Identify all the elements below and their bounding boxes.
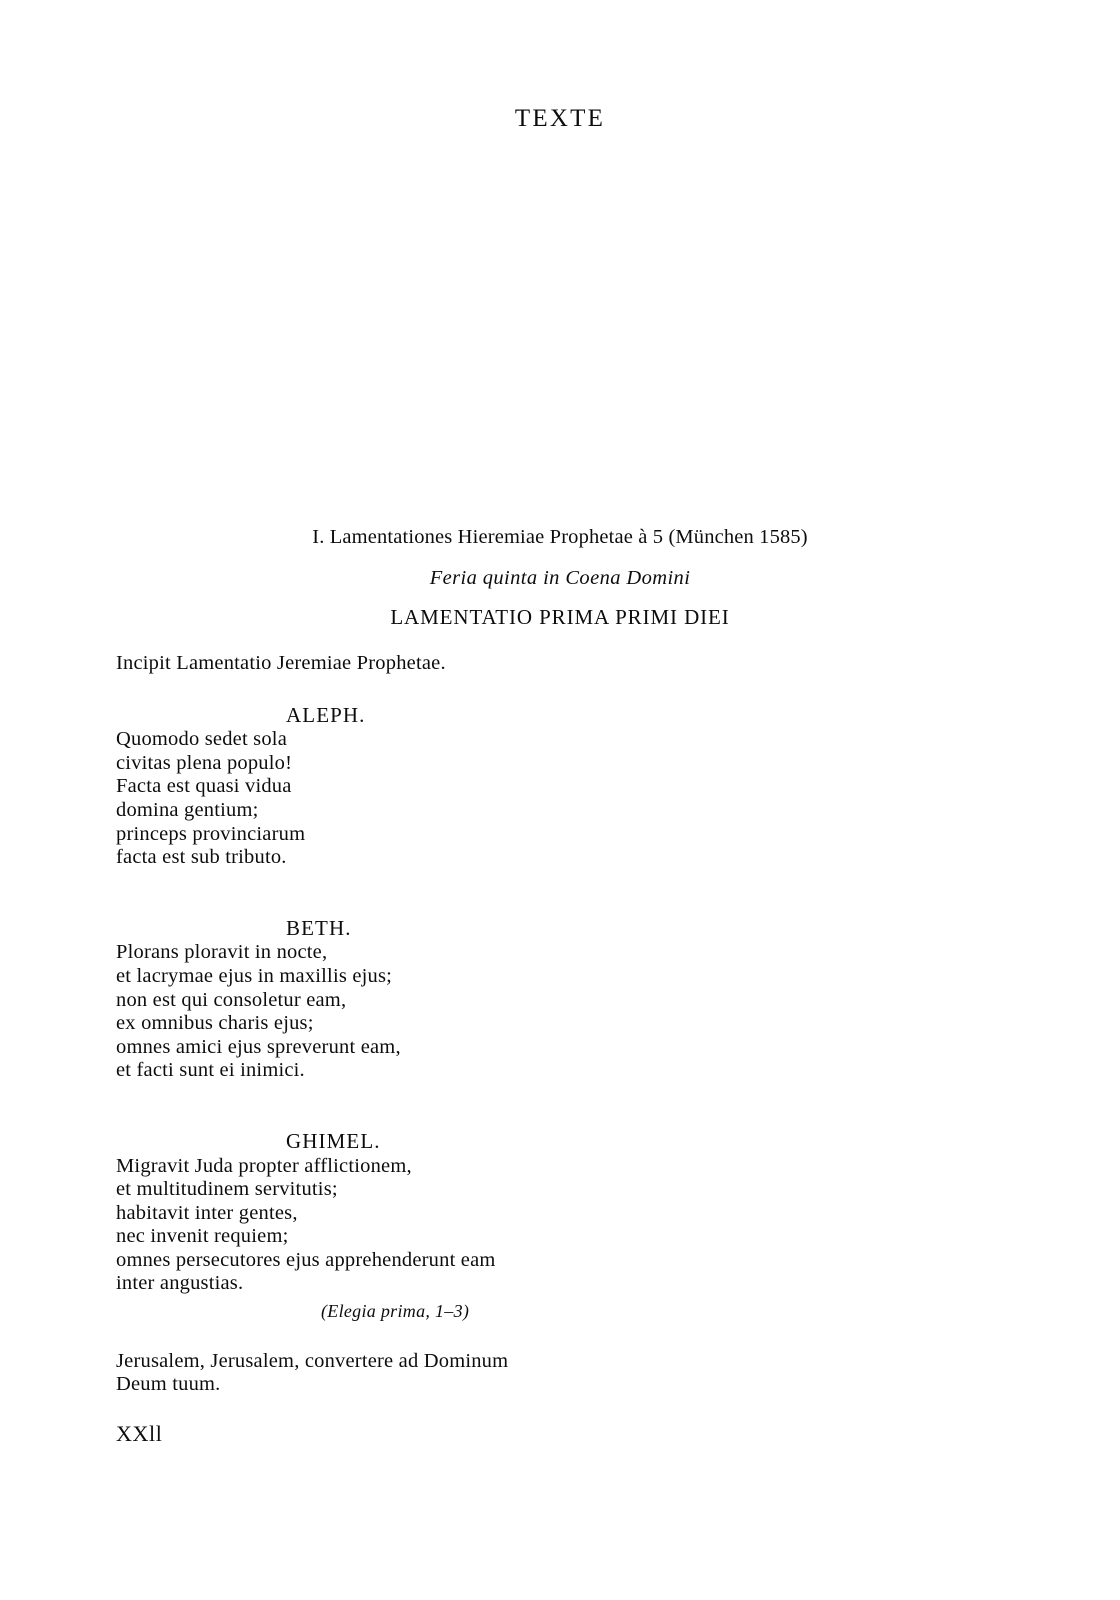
work-heading-block <box>0 524 1120 630</box>
stanza-lines <box>116 1155 996 1297</box>
running-head: TEXTE <box>514 105 606 132</box>
verse-line: Quomodo sedet sola <box>116 728 287 751</box>
verse-line: omnes persecutores ejus apprehenderunt eam <box>116 1248 496 1271</box>
stanza-label: BETH. <box>286 915 352 940</box>
verse-line: Plorans ploravit in nocte, <box>116 941 328 964</box>
verse-line: nec invenit requiem; <box>116 1225 289 1248</box>
verse-line: ex omnibus charis ejus; <box>116 1012 314 1035</box>
stanza-ghimel <box>116 1130 996 1296</box>
verse-line: Jerusalem, Jerusalem, convertere ad Dominum <box>116 1349 509 1372</box>
verse-line: Facta est quasi vidua <box>116 775 292 798</box>
lamentatio-heading: LAMENTATIO PRIMA PRIMI DIEI <box>390 604 730 629</box>
verse-line: et multitudinem servitutis; <box>116 1178 338 1201</box>
body-text-column <box>116 652 996 1397</box>
stanza-aleph <box>116 704 996 870</box>
stanza-label: ALEPH. <box>286 702 366 727</box>
incipit-line: Incipit Lamentatio Jeremiae Prophetae. <box>116 652 446 674</box>
verse-line: Migravit Juda propter afflictionem, <box>116 1154 412 1177</box>
verse-line: facta est sub tributo. <box>116 846 287 869</box>
stanza-beth <box>116 917 996 1083</box>
verse-line: omnes amici ejus spreverunt eam, <box>116 1035 401 1058</box>
verse-line: et lacrymae ejus in maxillis ejus; <box>116 964 393 987</box>
verse-line: Deum tuum. <box>116 1373 221 1396</box>
stanza-label: GHIMEL. <box>286 1128 381 1153</box>
stanza-lines <box>116 728 996 870</box>
verse-line: civitas plena populo! <box>116 751 293 774</box>
verse-line: habitavit inter gentes, <box>116 1201 298 1224</box>
source-reference: (Elegia prima, 1–3) <box>321 1301 470 1322</box>
verse-line: et facti sunt ei inimici. <box>116 1059 305 1082</box>
verse-line: non est qui consoletur eam, <box>116 988 347 1011</box>
closing-invocation <box>116 1350 996 1397</box>
page-number: XXll <box>116 1421 163 1446</box>
verse-line: domina gentium; <box>116 798 259 821</box>
verse-line: inter angustias. <box>116 1272 244 1295</box>
liturgical-day-subtitle: Feria quinta in Coena Domini <box>429 566 691 589</box>
work-title: I. Lamentationes Hieremiae Prophetae à 5 (München 1585) <box>312 526 808 548</box>
verse-line: princeps provinciarum <box>116 822 306 845</box>
stanza-lines <box>116 941 996 1083</box>
